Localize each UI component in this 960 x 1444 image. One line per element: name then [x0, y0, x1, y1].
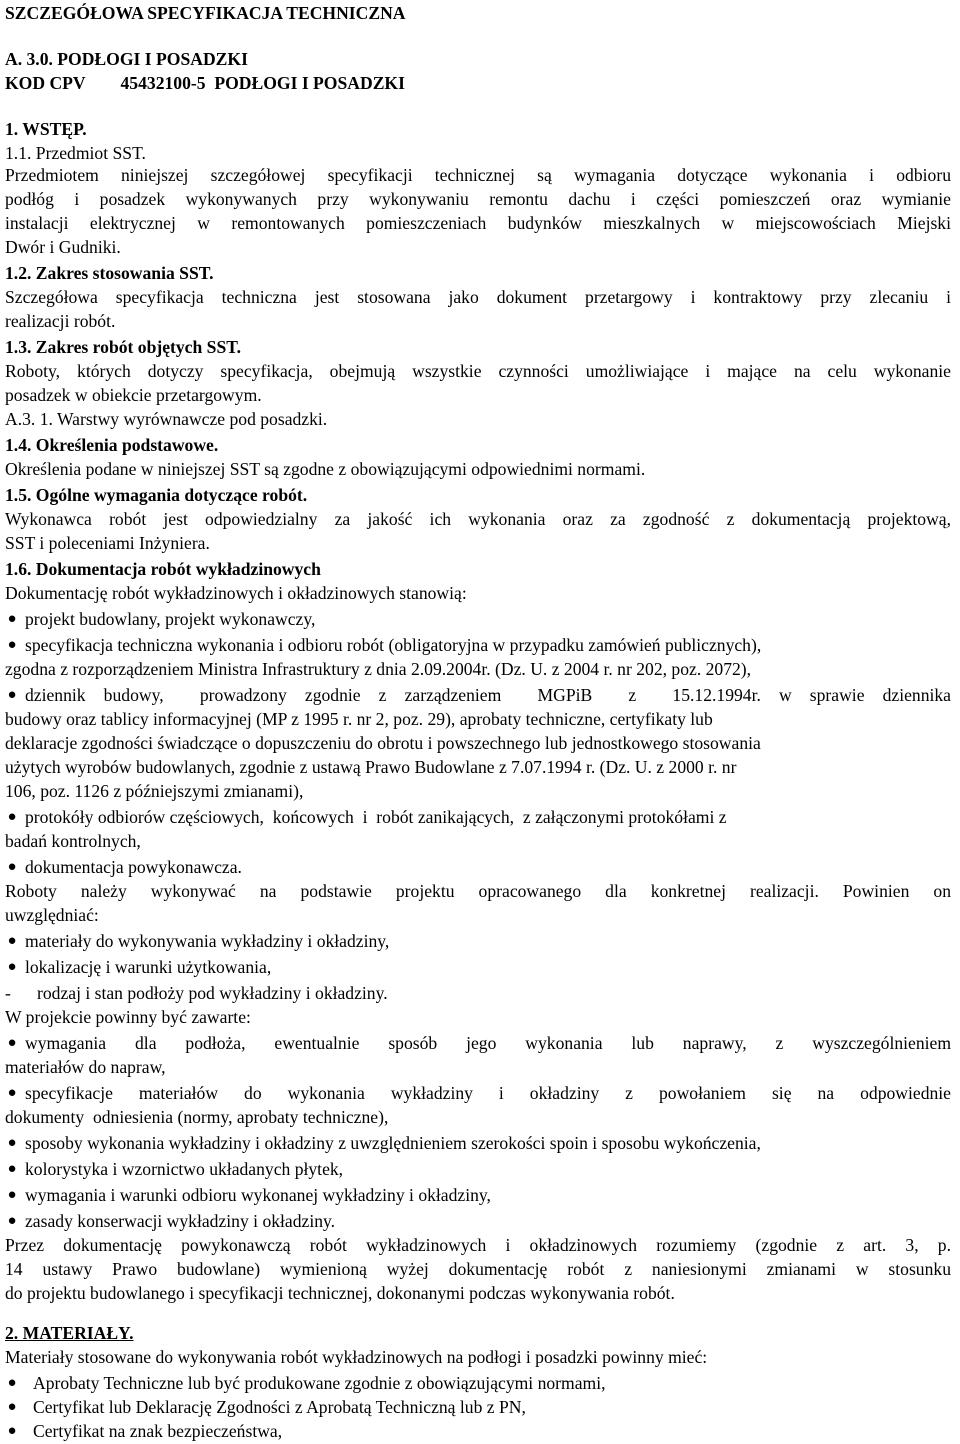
paragraph-line: Wykonawca robót jest odpowiedzialny za jakość ich wykonania oraz za zgodność z dokumentacją projektową, [5, 509, 951, 529]
list-item-continuation: 106, poz. 1126 z późniejszymi zmianami), [5, 781, 304, 801]
paragraph-line: Dokumentację robót wykładzinowych i okładzinowych stanowią: [5, 583, 467, 603]
paragraph-line: Dwór i Gudniki. [5, 237, 121, 257]
bullet-icon: ● [7, 1213, 17, 1229]
bullet-icon: ● [7, 859, 17, 875]
paragraph-line: A.3. 1. Warstwy wyrównawcze pod posadzki. [5, 409, 328, 429]
section-2-heading: 2. MATERIAŁY. [5, 1323, 134, 1343]
paragraph-line: Określenia podane w niniejszej SST są zgodne z obowiązującymi odpowiednimi normami. [5, 459, 646, 479]
paragraph-line: Przedmiotem niniejszej szczegółowej specyfikacji technicznej są wymagania dotyczące wykonania i odbioru [5, 165, 951, 185]
bullet-icon: ● [7, 1161, 17, 1177]
paragraph-line: Szczegółowa specyfikacja techniczna jest stosowana jako dokument przetargowy i kontraktowy przy zlecaniu i [5, 287, 951, 307]
section-1-heading: 1. WSTĘP. [5, 119, 87, 139]
bullet-icon: ● [7, 1187, 17, 1203]
list-item-continuation: badań kontrolnych, [5, 831, 141, 851]
paragraph-line: SST i poleceniami Inżyniera. [5, 533, 210, 553]
bullet-icon: ● [7, 959, 17, 975]
bullet-icon: ● [7, 1423, 17, 1439]
subsection-1-4-heading: 1.4. Określenia podstawowe. [5, 435, 219, 455]
paragraph-line: Przez dokumentację powykonawczą robót wykładzinowych i okładzinowych rozumiemy (zgodnie z art. 3, p. [5, 1235, 951, 1255]
dash-marker: - [5, 983, 11, 1003]
section-code: A. 3.0. PODŁOGI I POSADZKI [5, 49, 248, 69]
list-item-continuation: materiałów do napraw, [5, 1057, 166, 1077]
paragraph-line: Roboty, których dotyczy specyfikacja, obejmują wszystkie czynności umożliwiające i mające na celu wykonanie [5, 361, 951, 381]
subsection-1-3-heading: 1.3. Zakres robót objętych SST. [5, 337, 242, 357]
paragraph-line: Materiały stosowane do wykonywania robót wykładzinowych na podłogi i posadzki powinny mieć: [5, 1347, 708, 1367]
list-item-continuation: użytych wyrobów budowlanych, zgodnie z ustawą Prawo Budowlane z 7.07.1994 r. (Dz. U. z 2000 r. nr [5, 757, 737, 777]
bullet-icon: ● [7, 1375, 17, 1391]
bullet-icon: ● [7, 687, 17, 703]
subsection-1-6-heading: 1.6. Dokumentacja robót wykładzinowych [5, 559, 321, 579]
document-title: SZCZEGÓŁOWA SPECYFIKACJA TECHNICZNA [5, 3, 406, 23]
list-item-continuation: dokumenty odniesienia (normy, aprobaty techniczne), [5, 1107, 389, 1127]
paragraph-line: posadzek w obiekcie przetargowym. [5, 385, 262, 405]
paragraph-line: podłóg i posadzek wykonywanych przy wykonywaniu remontu dachu i części pomieszczeń oraz wymianie [5, 189, 951, 209]
bullet-icon: ● [7, 1135, 17, 1151]
subsection-1-1-heading: 1.1. Przedmiot SST. [5, 143, 146, 163]
bullet-icon: ● [7, 809, 17, 825]
subsection-1-2-heading: 1.2. Zakres stosowania SST. [5, 263, 214, 283]
list-item-continuation: deklaracje zgodności świadczące o dopuszczeniu do obrotu i powszechnego lub jednostkowego stosowania [5, 733, 761, 753]
bullet-icon: ● [7, 933, 17, 949]
paragraph-line: do projektu budowlanego i specyfikacji technicznej, dokonanymi podczas wykonywania robót. [5, 1283, 675, 1303]
paragraph-line: uwzględniać: [5, 905, 99, 925]
subsection-1-5-heading: 1.5. Ogólne wymagania dotyczące robót. [5, 485, 308, 505]
bullet-icon: ● [7, 1035, 17, 1051]
bullet-icon: ● [7, 1399, 17, 1415]
list-item-continuation: budowy oraz tablicy informacyjnej (MP z 1995 r. nr 2, poz. 29), aprobaty techniczne, certyfikaty lub [5, 709, 713, 729]
bullet-icon: ● [7, 637, 17, 653]
paragraph-line: realizacji robót. [5, 311, 116, 331]
bullet-icon: ● [7, 1085, 17, 1101]
paragraph-line: instalacji elektrycznej w remontowanych pomieszczeniach budynków mieszkalnych w miejscowościach Miejski [5, 213, 951, 233]
paragraph-line: 14 ustawy Prawo budowlane) wymienioną wyżej dokumentację robót z naniesionymi zmianami w stosunku [5, 1259, 951, 1279]
bullet-icon: ● [7, 611, 17, 627]
cpv-code: KOD CPV 45432100-5 PODŁOGI I POSADZKI [5, 73, 405, 93]
list-item-continuation: zgodna z rozporządzeniem Ministra Infrastruktury z dnia 2.09.2004r. (Dz. U. z 2004 r. nr 202, poz. 2072), [5, 659, 752, 679]
paragraph-line: W projekcie powinny być zawarte: [5, 1007, 251, 1027]
paragraph-line: Roboty należy wykonywać na podstawie projektu opracowanego dla konkretnej realizacji. Powinien on [5, 881, 951, 901]
